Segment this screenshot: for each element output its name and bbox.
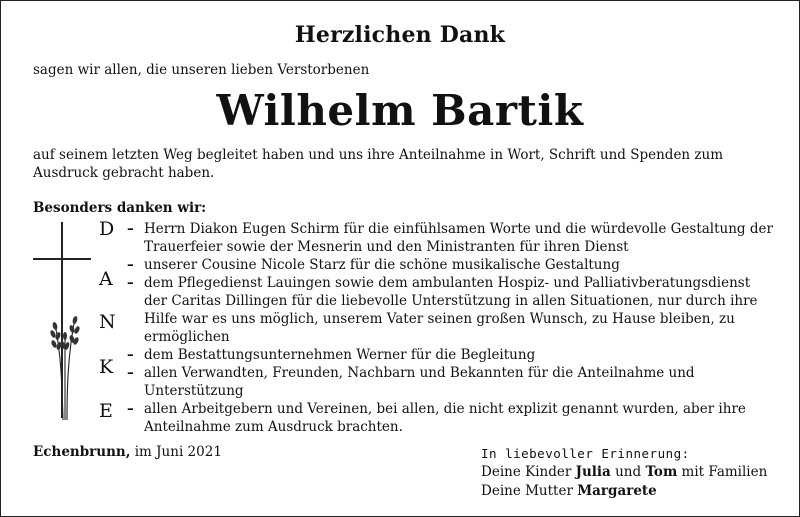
child-name-2: Tom [645,464,678,480]
list-item: – dem Bestattungsunternehmen Werner für die Begleitung [127,346,777,364]
list-item: – allen Verwandten, Freunden, Nachbarn und Bekannten für die Anteilnahme und Unterstützung [127,364,777,400]
child-name-1: Julia [575,464,611,480]
thanks-paragraph: auf seinem letzten Weg begleitet haben und uns ihre Anteilnahme in Wort, Schrift und Spenden zum Ausdruck gebracht haben. [33,147,724,181]
danke-letter-n: N [99,311,116,333]
memory-block [481,444,767,501]
list-item: – unserer Cousine Nicole Starz für die schöne musikalische Gestaltung [127,256,777,274]
thanks-list [127,220,777,436]
danke-column [33,216,123,426]
place-name: Echenbrunn, [33,444,131,460]
memory-lead: In liebevoller Erinnerung: [481,446,690,461]
mother-line [481,482,767,501]
children-suffix: mit Familien [681,464,768,480]
deceased-name: Wilhelm Bartik [216,86,584,135]
special-thanks-heading: Besonders danken wir: [33,200,207,216]
danke-letter-e: E [99,400,113,422]
danke-letter-k: K [99,356,114,378]
intro-text: sagen wir allen, die unseren lieben Verstorbenen [33,62,370,78]
danke-letter-a: A [99,268,113,290]
children-line [481,463,767,482]
list-item: – Herrn Diakon Eugen Schirm für die einfühlsamen Worte und die würdevolle Gestaltung der Trauerfeier sowie der Mesnerin und den Ministranten für ihren Dienst [127,220,777,256]
wheat-icon [45,304,85,420]
place-date [33,444,222,460]
children-and: und [615,464,642,480]
cross-icon-horizontal [33,258,91,260]
mother-prefix: Deine Mutter [481,483,573,499]
danke-letter-d: D [99,218,115,240]
list-item: – dem Pflegedienst Lauingen sowie dem ambulanten Hospiz- und Palliativberatungsdienst der Caritas Dillingen für die liebevolle Unterstützung in allen Situationen, nur durch ihre Hilfe war es uns möglich, unserem Vater seinen großen Wunsch, zu Hause bleiben, zu ermöglichen [127,274,777,346]
date-text: im Juni 2021 [134,444,222,460]
children-prefix: Deine Kinder [481,464,572,480]
notice-title: Herzlichen Dank [294,22,506,48]
mother-name: Margarete [577,483,657,499]
list-item: – allen Arbeitgebern und Vereinen, bei allen, die nicht explizit genannt wurden, aber ihre Anteilnahme zum Ausdruck brachten. [127,400,777,436]
